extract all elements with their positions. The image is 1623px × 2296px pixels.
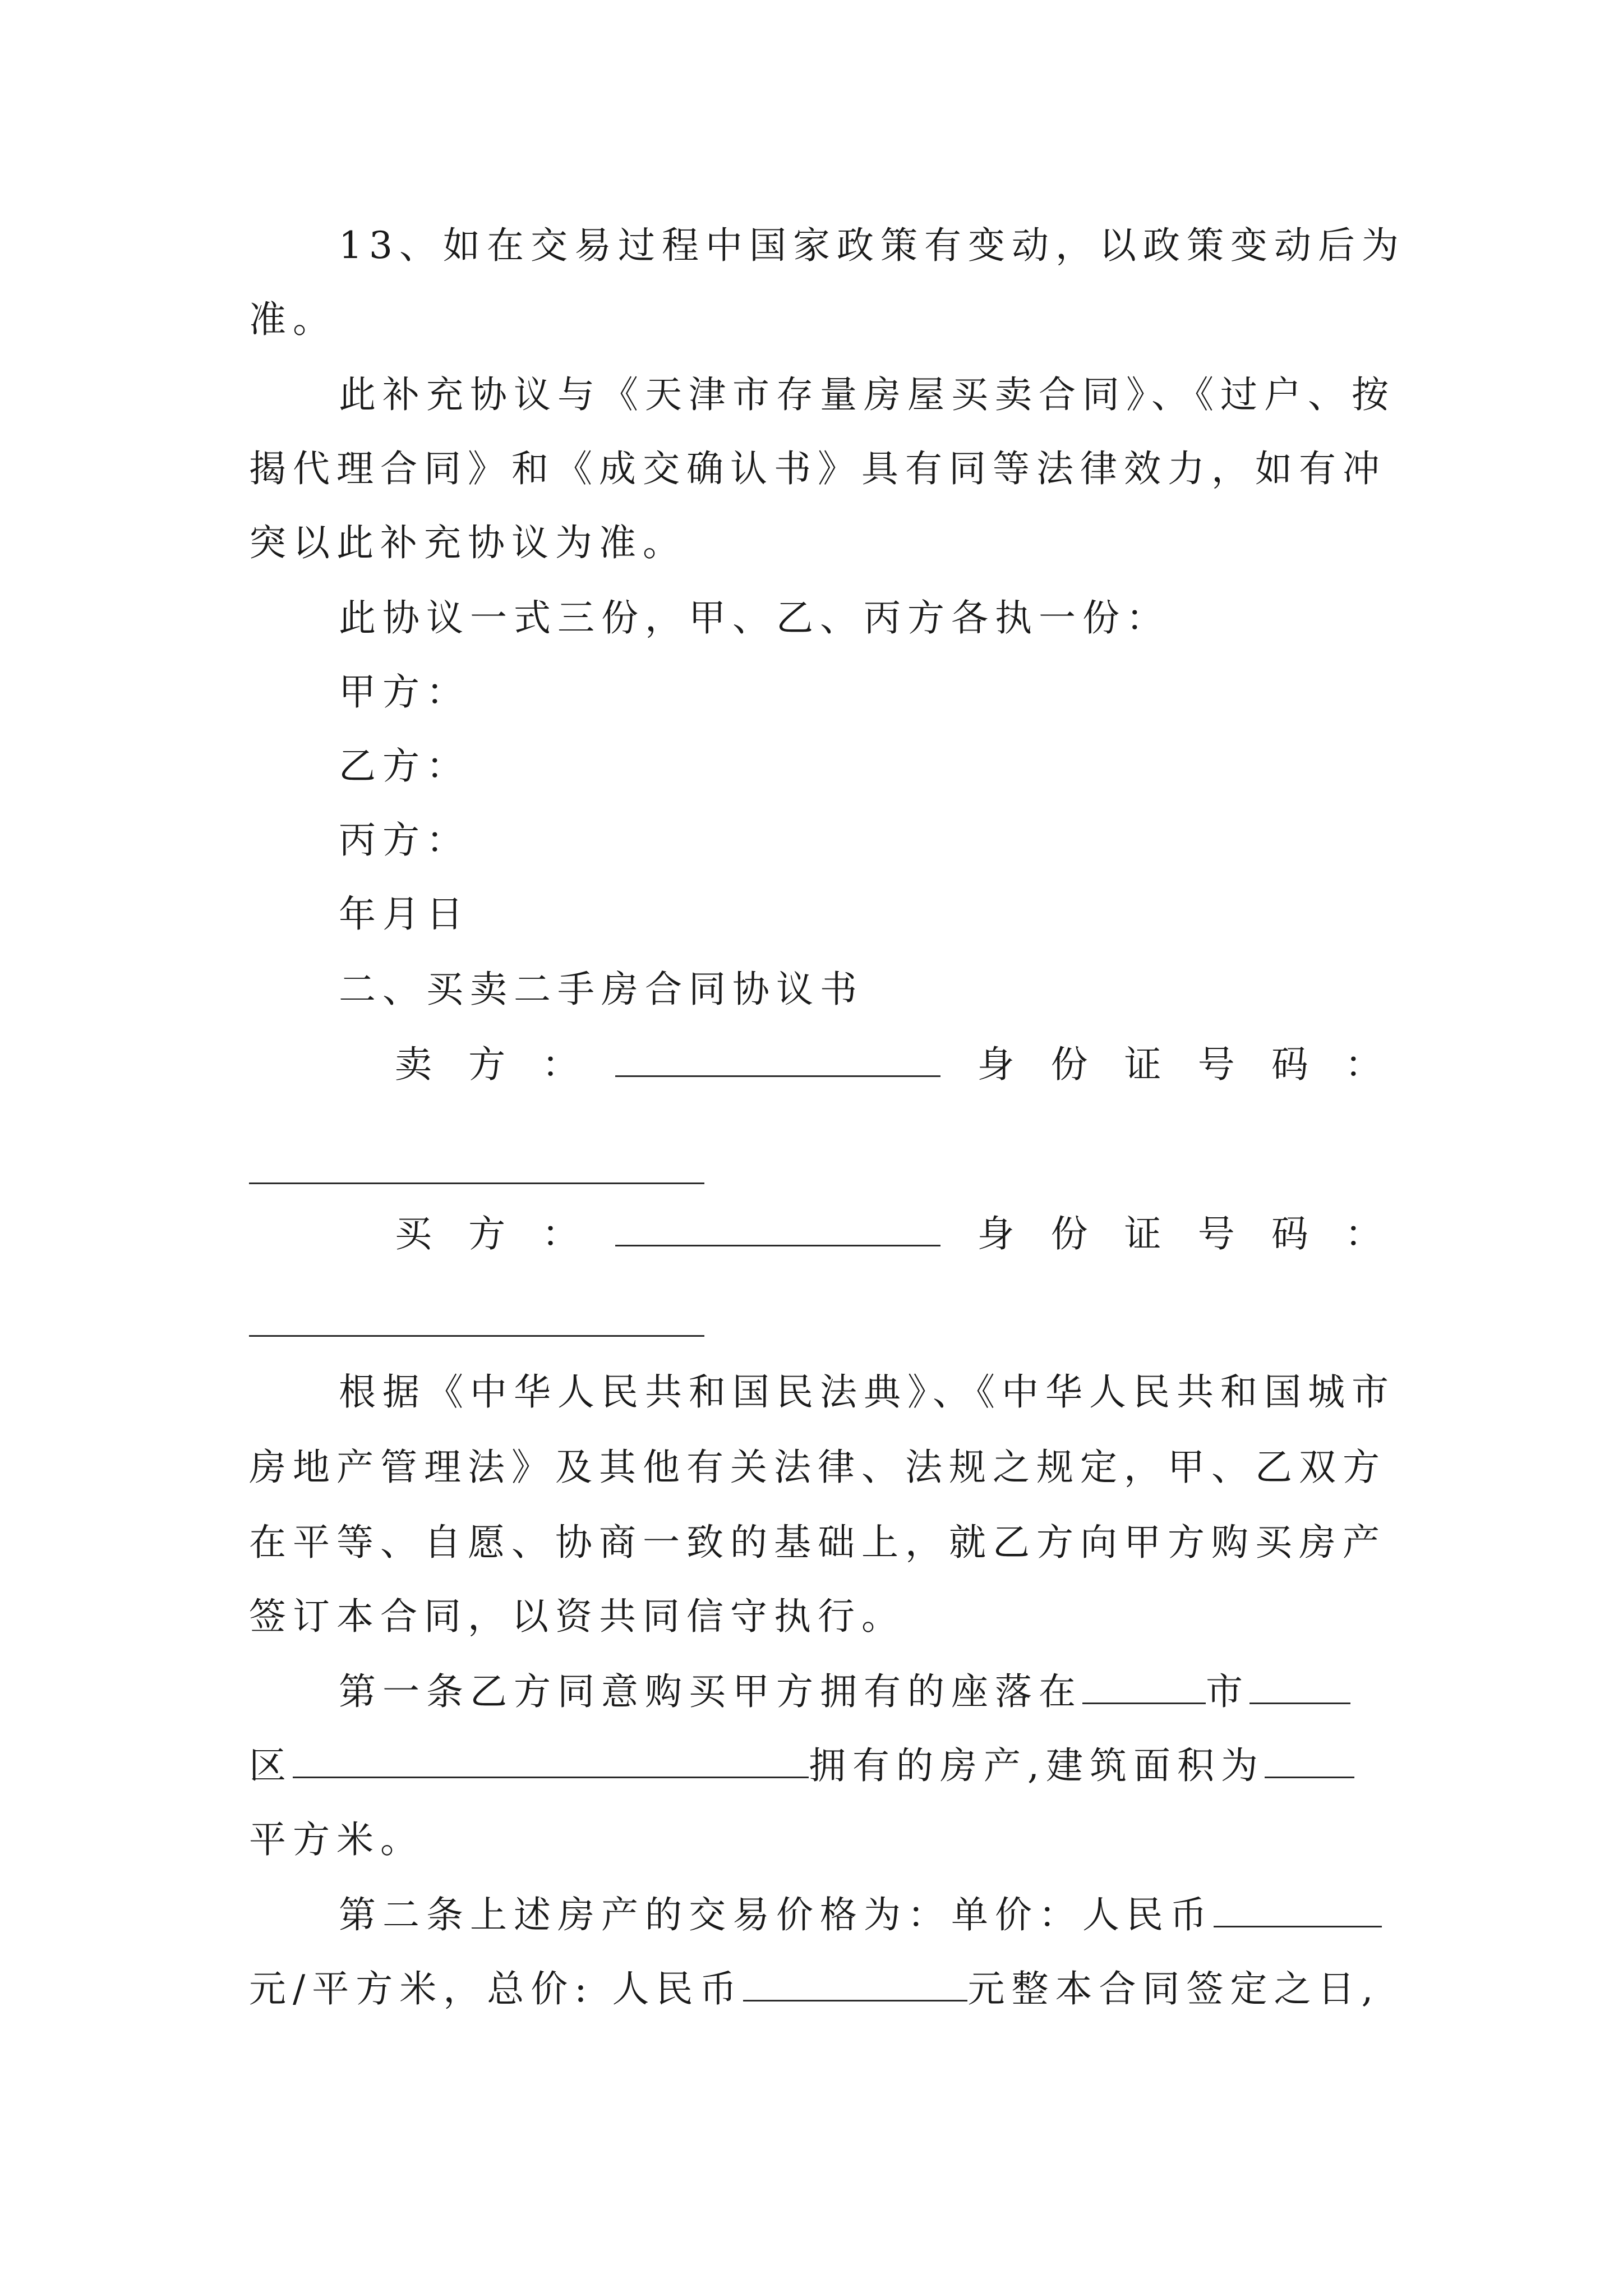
unit-price-blank — [1214, 1894, 1382, 1927]
article-2-line-2 — [249, 1967, 1380, 2012]
article-1-line-2 — [249, 1743, 1354, 1788]
buyer-id-blank — [249, 1335, 704, 1337]
buyer-label-char: ： — [542, 1212, 579, 1255]
paragraph-13-line-2: 准。 — [249, 298, 336, 341]
seller-label-char: 卖 — [395, 1043, 432, 1086]
address-blank — [293, 1745, 809, 1778]
buyer-id-char: ： — [1344, 1212, 1382, 1255]
seller-id-char: ： — [1344, 1043, 1382, 1086]
date-label: 年月日 — [339, 892, 470, 936]
copies-statement: 此协议一式三份，甲、乙、丙方各执一份： — [339, 596, 1170, 639]
buyer-label-char: 买 — [395, 1212, 432, 1255]
seller-id-char: 号 — [1197, 1043, 1235, 1086]
buyer-id-char: 证 — [1124, 1212, 1161, 1255]
area-blank — [1265, 1745, 1354, 1778]
total-price-blank — [743, 1968, 967, 2001]
district-blank — [1249, 1671, 1350, 1704]
basis-line-4: 签订本合同，以资共同信守执行。 — [249, 1595, 905, 1638]
buyer-id-char: 份 — [1050, 1212, 1088, 1255]
area-text: 拥有的房产,建筑面积为 — [809, 1744, 1265, 1787]
buyer-row — [395, 1212, 1382, 1257]
buyer-id-char: 身 — [977, 1212, 1015, 1255]
buyer-id-char: 号 — [1197, 1212, 1235, 1255]
party-a-label: 甲方： — [339, 670, 470, 714]
basis-line-1: 根据《中华人民共和国民法典》、《中华人民共和国城市 — [339, 1370, 1395, 1414]
seller-id-char: 份 — [1050, 1043, 1088, 1086]
district-label: 区 — [249, 1744, 293, 1787]
article-1-text: 第一条乙方同意购买甲方拥有的座落在 — [339, 1670, 1082, 1713]
section-2-title: 二、买卖二手房合同协议书 — [339, 968, 864, 1011]
party-c-label: 丙方： — [339, 818, 470, 862]
seller-id-blank — [249, 1182, 704, 1184]
supplement-line-2: 揭代理合同》和《成交确认书》具有同等法律效力，如有冲 — [249, 447, 1386, 490]
buyer-id-char: 码 — [1271, 1212, 1308, 1255]
supplement-line-1: 此补充协议与《天津市存量房屋买卖合同》、《过户、按 — [339, 373, 1395, 416]
seller-label-char: ： — [542, 1043, 579, 1086]
party-b-label: 乙方： — [339, 744, 470, 788]
seller-name-blank — [615, 1044, 940, 1077]
seller-label-char: 方 — [468, 1043, 506, 1086]
total-price-text: 元整本合同签定之日, — [967, 1967, 1380, 2010]
seller-id-char: 身 — [977, 1043, 1015, 1086]
unit-price-unit: 元/平方米，总价: 人民币 — [249, 1967, 744, 2010]
supplement-line-3: 突以此补充协议为准。 — [249, 521, 686, 564]
paragraph-13-line-1: 13、如在交易过程中国家政策有变动，以政策变动后为 — [339, 224, 1405, 267]
seller-row — [395, 1042, 1382, 1087]
article-2-line-1 — [339, 1893, 1382, 1938]
article-1-line-3: 平方米。 — [249, 1818, 424, 1861]
seller-id-char: 码 — [1271, 1043, 1308, 1086]
buyer-name-blank — [615, 1213, 940, 1246]
basis-line-3: 在平等、自愿、协商一致的基础上，就乙方向甲方购买房产 — [249, 1521, 1386, 1564]
basis-line-2: 房地产管理法》及其他有关法律、法规之规定，甲、乙双方 — [249, 1446, 1386, 1489]
city-label: 市 — [1206, 1670, 1249, 1713]
city-blank — [1082, 1671, 1206, 1704]
article-1-line-1 — [339, 1669, 1350, 1714]
article-2-text: 第二条上述房产的交易价格为：单价：人民币 — [339, 1893, 1214, 1936]
seller-id-char: 证 — [1124, 1043, 1161, 1086]
buyer-label-char: 方 — [468, 1212, 506, 1255]
